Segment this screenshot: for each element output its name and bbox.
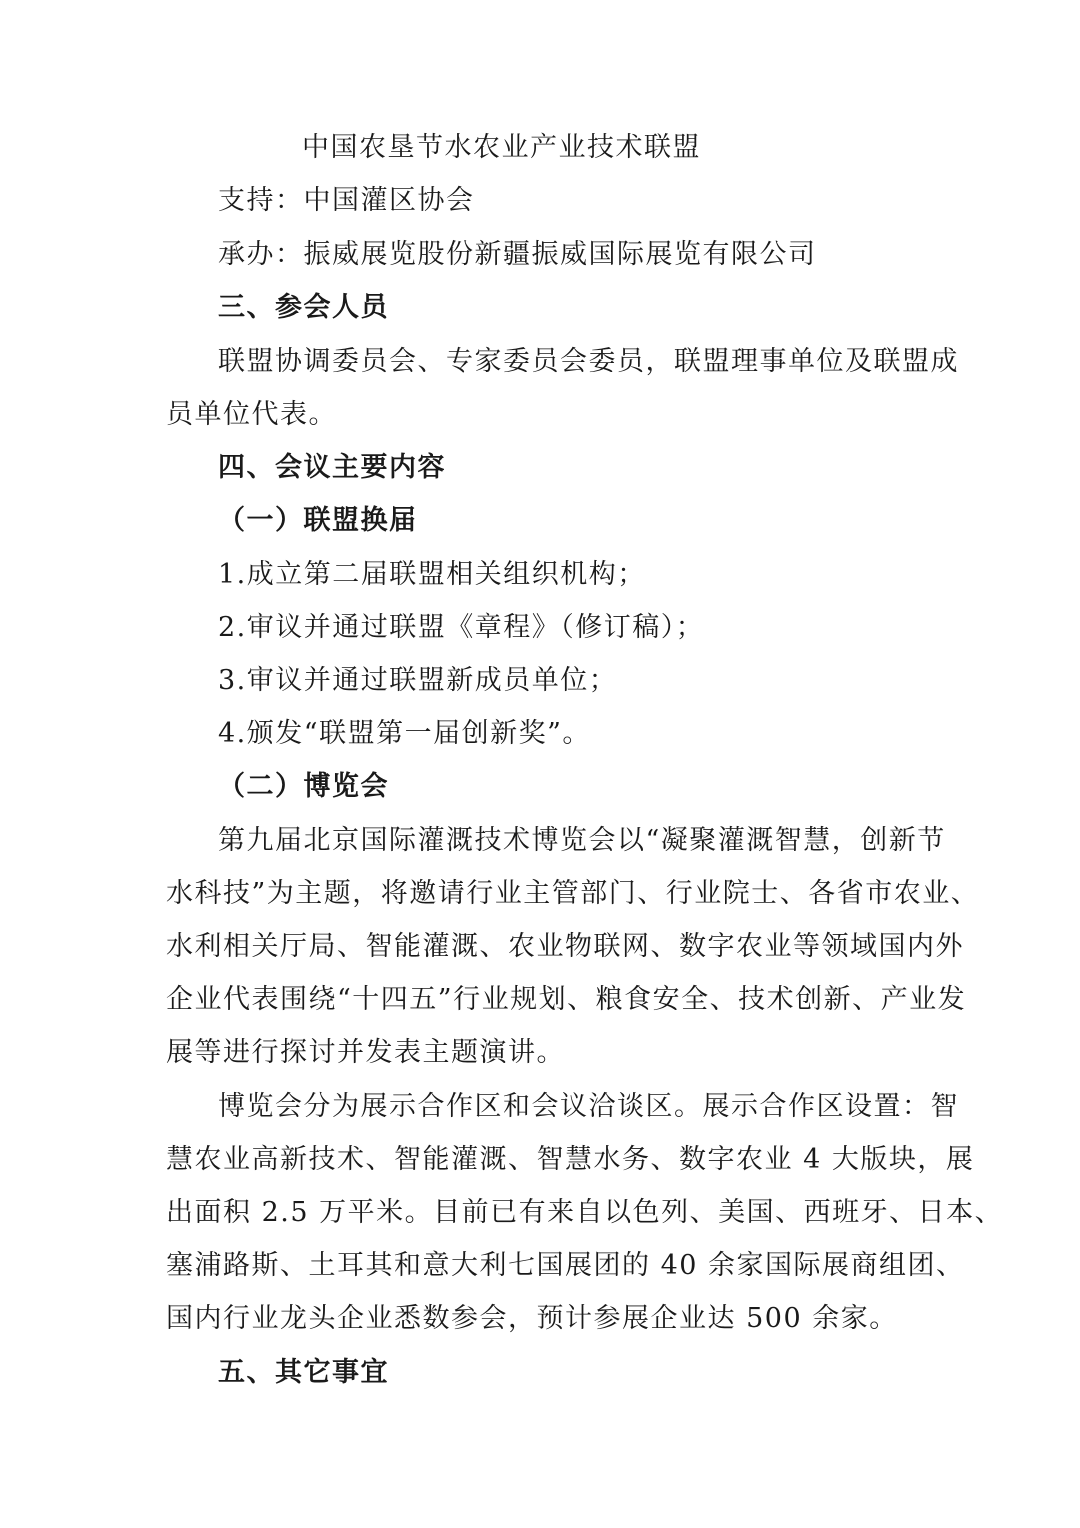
expo-para1-line: 水科技”为主题，将邀请行业主管部门、行业院士、各省市农业、 <box>166 878 980 909</box>
organizer-line: 中国农垦节水农业产业技术联盟 <box>302 132 701 163</box>
list-item: 2.审议并通过联盟《章程》（修订稿）； <box>218 612 705 643</box>
section3-heading: 三、参会人员 <box>218 292 389 323</box>
expo-para2-line: 国内行业龙头企业悉数参会，预计参展企业达 500 余家。 <box>166 1303 898 1334</box>
section4-heading: 四、会议主要内容 <box>218 452 446 483</box>
list-item: 1.成立第二届联盟相关组织机构； <box>218 559 646 590</box>
expo-para1-line: 第九届北京国际灌溉技术博览会以“凝聚灌溉智慧，创新节 <box>218 825 946 856</box>
list-item: 4.颁发“联盟第一届创新奖”。 <box>218 718 591 749</box>
section5-heading: 五、其它事宜 <box>218 1357 389 1388</box>
expo-para2-line: 出面积 2.5 万平米。目前已有来自以色列、美国、西班牙、日本、 <box>166 1197 1004 1228</box>
list-item: 3.审议并通过联盟新成员单位； <box>218 665 618 696</box>
section3-body-line-1: 联盟协调委员会、专家委员会委员，联盟理事单位及联盟成 <box>218 346 959 377</box>
subsection2-heading: （二）博览会 <box>218 771 389 802</box>
expo-para1-line: 水利相关厅局、智能灌溉、农业物联网、数字农业等领域国内外 <box>166 931 964 962</box>
section3-body-line-2: 员单位代表。 <box>166 399 337 430</box>
expo-para2-line: 塞浦路斯、土耳其和意大利七国展团的 40 余家国际展商组团、 <box>166 1250 965 1281</box>
expo-para1-line: 展等进行探讨并发表主题演讲。 <box>166 1037 565 1068</box>
expo-para1-line: 企业代表围绕“十四五”行业规划、粮食安全、技术创新、产业发 <box>166 984 967 1015</box>
support-line: 支持：中国灌区协会 <box>218 185 475 216</box>
expo-para2-line: 博览会分为展示合作区和会议洽谈区。展示合作区设置：智 <box>218 1091 959 1122</box>
subsection1-heading: （一）联盟换届 <box>218 505 418 536</box>
expo-para2-line: 慧农业高新技术、智能灌溉、智慧水务、数字农业 4 大版块，展 <box>166 1144 975 1175</box>
host-line: 承办：振威展览股份新疆振威国际展览有限公司 <box>218 239 817 270</box>
